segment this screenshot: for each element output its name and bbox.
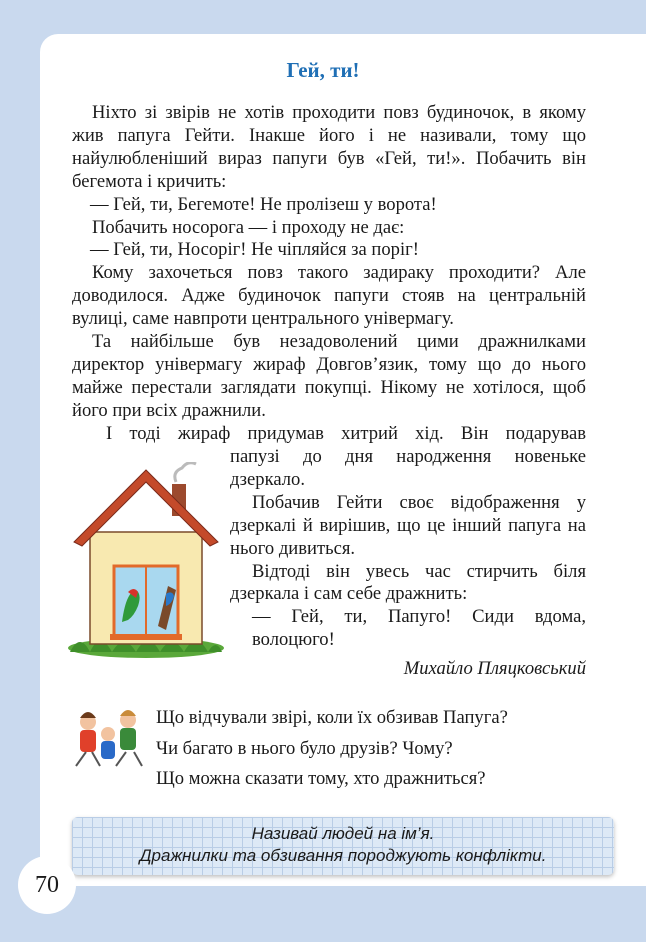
question-item: Що можна сказати тому, хто дражниться? (156, 768, 486, 789)
paragraph-giraffe-cont: папузі до дня народження новеньке дзеркало. (230, 446, 586, 490)
paragraph: Побачить носорога — і проходу не дає: (92, 216, 405, 238)
story-title: Гей, ти! (286, 58, 360, 82)
house-illustration (66, 462, 226, 658)
paragraph: Та найбільше був незадоволений цими дражнилками директор універмагу жираф Довгов’язик, тому що до нього майже перестали заглядати покупці. Нікому не хотілося, щоб його при всіх дражнили. (72, 331, 586, 421)
story-text-column (230, 446, 586, 652)
dialogue-line: — Гей, ти, Носоріг! Не чіпляйся за поріг! (90, 239, 419, 261)
paragraph: Відтоді він увесь час стирчить біля дзеркала і сам себе дражнить: (230, 560, 586, 605)
children-icon (70, 700, 150, 770)
note-line-2: Дражнилки та обзивання породжують конфлікти. (139, 846, 547, 865)
story-text-top (72, 102, 586, 446)
paragraph-giraffe-line1: І тоді жираф придумав хитрий хід. Він подарував (106, 422, 586, 444)
note-box (72, 817, 614, 875)
questions-list (156, 703, 508, 795)
dialogue-line: — Гей, ти, Бегемоте! Не пролізеш у ворота! (90, 193, 437, 215)
paragraph: Кому захочеться повз такого задираку проходити? Але доводилося. Адже будиночок папуги стояв на центральній вулиці, саме навпроти центрального універмагу. (72, 262, 586, 330)
question-item: Що відчували звірі, коли їх обзивав Папуга? (156, 707, 508, 728)
page-number: 70 (18, 856, 76, 914)
dialogue-line: — Гей, ти, Папуго! Сиди вдома, волоцюго! (252, 606, 586, 651)
paragraph: Побачив Гейти своє відображення у дзеркалі й вирішив, що це інший папуга на нього дивиться. (230, 491, 586, 559)
note-line-1: Називай людей на ім’я. (251, 824, 435, 843)
author-name: Михайло Пляцковський (403, 658, 586, 679)
paragraph-intro: Ніхто зі звірів не хотів проходити повз будиночок, в якому жив папуга Гейти. Інакше його і не називали, тому що найулюбленіший вираз папуги був «Гей, ти!». Побачить він бегемота і кричить: (72, 102, 586, 192)
question-item: Чи багато в нього було друзів? Чому? (156, 737, 453, 759)
